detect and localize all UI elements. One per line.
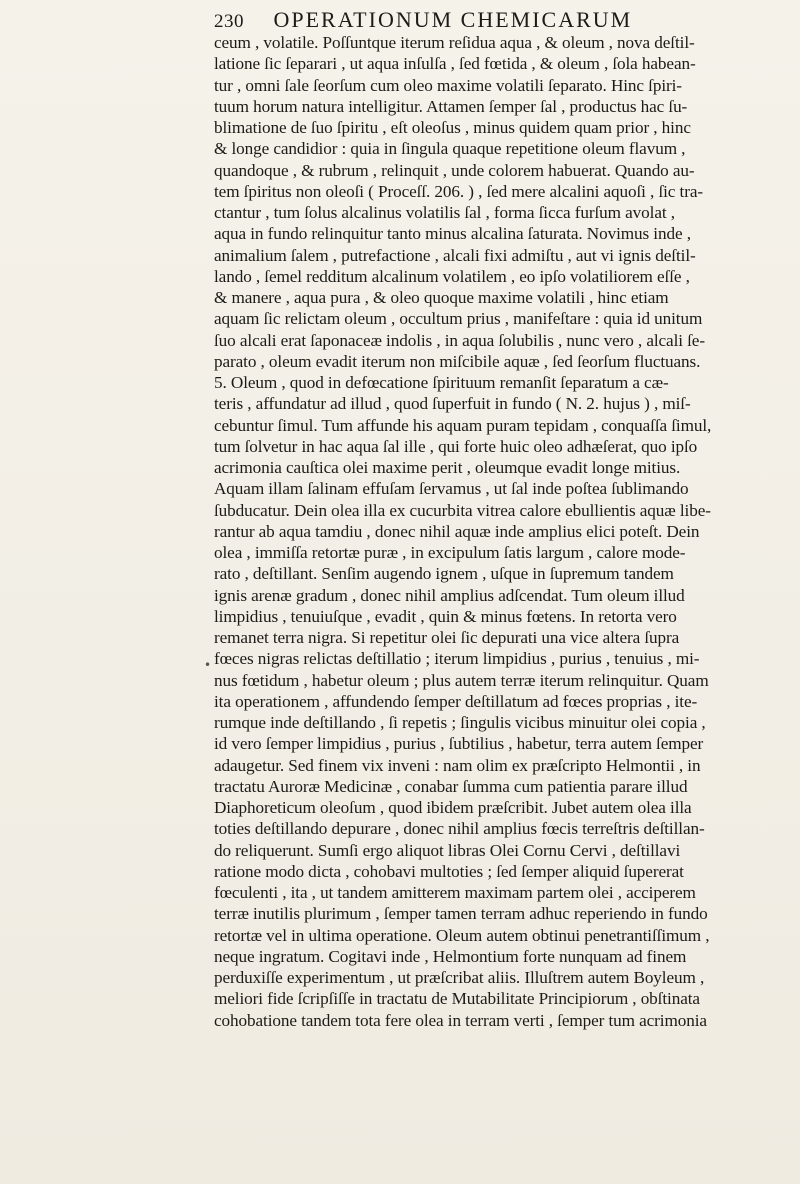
text-line: teris , affundatur ad illud , quod ſuperfuit in fundo ( N. 2. hujus ) , miſ- — [214, 394, 691, 414]
text-line: ſuo alcali erat ſaponaceæ indolis , in aqua ſolubilis , nunc vero , alcali ſe- — [214, 330, 705, 350]
text-line: tur , omni ſale ſeorſum cum oleo maxime volatili ſeparato. Hinc ſpiri- — [214, 75, 682, 95]
text-line: tem ſpiritus non oleoſi ( Proceſſ. 206. ) , ſed mere alcalini aquoſi , ſic tra- — [214, 181, 703, 201]
page-number: 230 — [214, 11, 244, 32]
text-line: toties deſtillando depurare , donec nihil amplius fœcis terreſtris deſtillan- — [214, 819, 705, 839]
text-line: rato , deſtillant. Senſim augendo ignem , uſque in ſupremum tandem — [214, 564, 674, 584]
text-line: animalium ſalem , putrefactione , alcali fixi admiſtu , aut vi ignis deſtil- — [214, 245, 696, 265]
text-line: 5. Oleum , quod in defœcatione ſpirituum remanſit ſeparatum a cæ- — [214, 373, 669, 392]
text-line: ratione modo dicta , cohobavi multoties ; ſed ſemper aliquid ſupererat — [214, 861, 684, 881]
text-line: fœces nigras relictas deſtillatio ; iterum limpidius , purius , tenuius , mi- — [214, 649, 700, 669]
text-line: quandoque , & rubrum , relinquit , unde colorem habuerat. Quando au- — [214, 160, 695, 180]
text-line: aqua in fundo relinquitur tanto minus alcalina ſaturata. Novimus inde , — [214, 224, 691, 244]
margin-mark: • — [204, 658, 212, 672]
text-line: olea , immiſſa retortæ puræ , in excipulum ſatis largum , calore mode- — [214, 543, 686, 562]
text-line: ſubducatur. Dein olea illa ex cucurbita vitrea calore ebullientis aquæ libe- — [214, 500, 711, 520]
text-line: ceum , volatile. Poſſuntque iterum reſidua aqua , & oleum , nova deſtil- — [214, 33, 695, 52]
text-line: blimatione de ſuo ſpiritu , eſt oleoſus , minus quidem quam prior , hinc — [214, 118, 691, 137]
text-line: adaugetur. Sed finem vix inveni : nam olim ex præſcripto Helmontii , in — [214, 755, 701, 775]
text-line: latione ſic ſeparari , ut aqua inſulſa , ſed fœtida , & oleum , ſola habean- — [214, 54, 696, 74]
text-line: tractatu Auroræ Medicinæ , conabar ſumma cum patientia parare illud — [214, 776, 688, 796]
text-line: & manere , aqua pura , & oleo quoque maxime volatili , hinc etiam — [214, 288, 669, 307]
text-line: rumque inde deſtillando , ſi repetis ; ſingulis vicibus minuitur olei copia , — [214, 713, 706, 732]
text-line: do reliquerunt. Sumſi ergo aliquot libras Olei Cornu Cervi , deſtillavi — [214, 840, 681, 860]
text-line: id vero ſemper limpidius , purius , ſubtilius , habetur, terra autem ſemper — [214, 734, 704, 754]
text-line: perduxiſſe experimentum , ut præſcribat aliis. Illuſtrem autem Boyleum , — [214, 968, 705, 987]
text-line: cohobatione tandem tota fere olea in terram verti , ſemper tum acrimonia — [214, 1010, 707, 1030]
text-line: neque ingratum. Cogitavi inde , Helmontium forte nunquam ad finem — [214, 946, 687, 966]
text-line: fœculenti , ita , ut tandem amitterem maximam partem olei , acciperem — [214, 883, 696, 902]
text-line: ita operationem , affundendo ſemper deſtillatum ad fœces proprias , ite- — [214, 691, 698, 711]
text-line: acrimonia cauſtica olei maxime perit , oleumque evadit longe mitius. — [214, 458, 681, 477]
text-line: parato , oleum evadit iterum non miſcibile aquæ , ſed ſeorſum fluctuans. — [214, 351, 701, 371]
text-line: nus fœtidum , habetur oleum ; plus autem terræ iterum relinquitur. Quam — [214, 670, 709, 690]
text-line: terræ inutilis plurimum , ſemper tamen terram adhuc reperiendo in fundo — [214, 904, 708, 924]
text-line: remanet terra nigra. Si repetitur olei ſic depurati una vice altera ſupra — [214, 628, 680, 647]
text-line: tum ſolvetur in hac aqua ſal ille , qui forte huic oleo adhæſerat, quo ipſo — [214, 436, 698, 456]
text-line: retortæ vel in ultima operatione. Oleum autem obtinui penetrantiſſimum , — [214, 925, 710, 945]
text-line: limpidius , tenuiuſque , evadit , quin & minus fœtens. In retorta vero — [214, 606, 677, 626]
text-line: aquam ſic relictam oleum , occultum prius , manifeſtare : quia id unitum — [214, 309, 703, 329]
text-line: ctantur , tum ſolus alcalinus volatilis ſal , forma ſicca furſum avolat , — [214, 203, 675, 222]
text-line: lando , ſemel redditum alcalinum volatilem , eo ipſo volatiliorem eſſe , — [214, 266, 690, 286]
text-line: rantur ab aqua tamdiu , donec nihil aquæ inde amplius elici poteſt. Dein — [214, 521, 700, 541]
text-line: & longe candidior : quia in ſingula quaque repetitione oleum flavum , — [214, 139, 686, 159]
text-line: tuum horum natura intelligitur. Attamen ſemper ſal , productus hac ſu- — [214, 96, 688, 116]
text-line: cebuntur ſimul. Tum affunde his aquam puram tepidam , conquaſſa ſimul, — [214, 415, 712, 435]
running-title: OPERATIONUM CHEMICARUM — [273, 7, 633, 32]
text-line: Diaphoreticum oleoſum , quod ibidem præſcribit. Jubet autem olea illa — [214, 798, 692, 817]
text-line: meliori fide ſcripſiſſe in tractatu de Mutabilitate Principiorum , obſtinata — [214, 989, 700, 1009]
text-line: ignis arenæ gradum , donec nihil amplius adſcendat. Tum oleum illud — [214, 585, 685, 605]
text-line: Aquam illam ſalinam effuſam ſervamus , ut ſal inde poſtea ſublimando — [214, 479, 689, 499]
body-text — [214, 32, 774, 1031]
